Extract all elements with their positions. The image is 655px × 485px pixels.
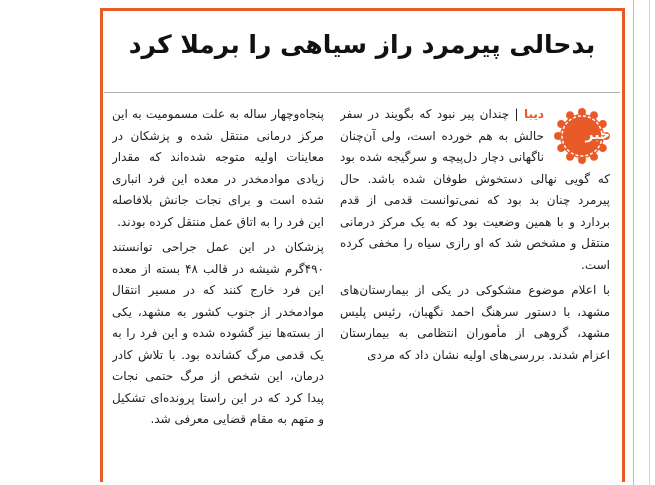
article-column-left	[112, 104, 324, 454]
news-badge-label: خبر	[585, 127, 610, 143]
article-headline: بدحالی پیرمرد راز سیاهی را برملا کرد	[128, 30, 596, 59]
paragraph-1-text: چندان پیر نبود که بگویند در سفر حالش به هم خورده است، ولی آن‌چنان ناگهانی دچار دل‌پیچه و سرگیجه شده بود که گویی نهالی دستخوش طوفان شده باشد. حال پیرمرد چنان بد بود که نمی‌توانست قدمی از قدم بردارد و با همین وضعیت بود که به یک مرکز درمانی منتقل و مشخص شد که او رازی سیاه را مخفی کرده است.	[340, 107, 610, 272]
paragraph-4: پزشکان در این عمل جراحی توانستند ۴۹۰گرم شیشه در قالب ۴۸ بسته از معده این فرد خارج کنند که در مسیر انتقال موادمخدر از جنوب کشور به مشهد، یکی از بسته‌ها نیز گشوده شده و این فرد را به یک قدمی مرگ کشانده بود. با تلاش کادر درمان، این شخص از مرگ حتمی نجات پیدا کرد که در این راستا پرونده‌ای تشکیل و متهم به مقام قضایی معرفی شد.	[112, 240, 324, 426]
page-gutter-rule-secondary	[649, 0, 650, 485]
news-source: دیبا	[523, 107, 545, 121]
paragraph-3: پنجاه‌وچهار ساله به علت مسمومیت به این مرکز درمانی منتقل شده و پزشکان در معاینات اولیه متوجه شده‌اند که مقدار زیادی موادمخدر در معده این فرد انباری شده است و برای نجات جانش بلافاصله این فرد را به اتاق عمل منتقل کرده بودند.	[112, 107, 324, 229]
page-gutter-rule	[633, 0, 634, 485]
headline-divider	[104, 92, 620, 93]
article-column-right	[340, 104, 610, 454]
source-separator: |	[509, 107, 524, 121]
news-badge	[554, 108, 610, 164]
paragraph-2: با اعلام موضوع مشکوکی در یکی از بیمارستان‌های مشهد، با دستور سرهنگ احمد نگهبان، رئیس پلیس مشهد، گروهی از مأموران انتظامی به بیمارستان اعزام شدند. بررسی‌های اولیه نشان داد که مردی	[340, 283, 610, 362]
